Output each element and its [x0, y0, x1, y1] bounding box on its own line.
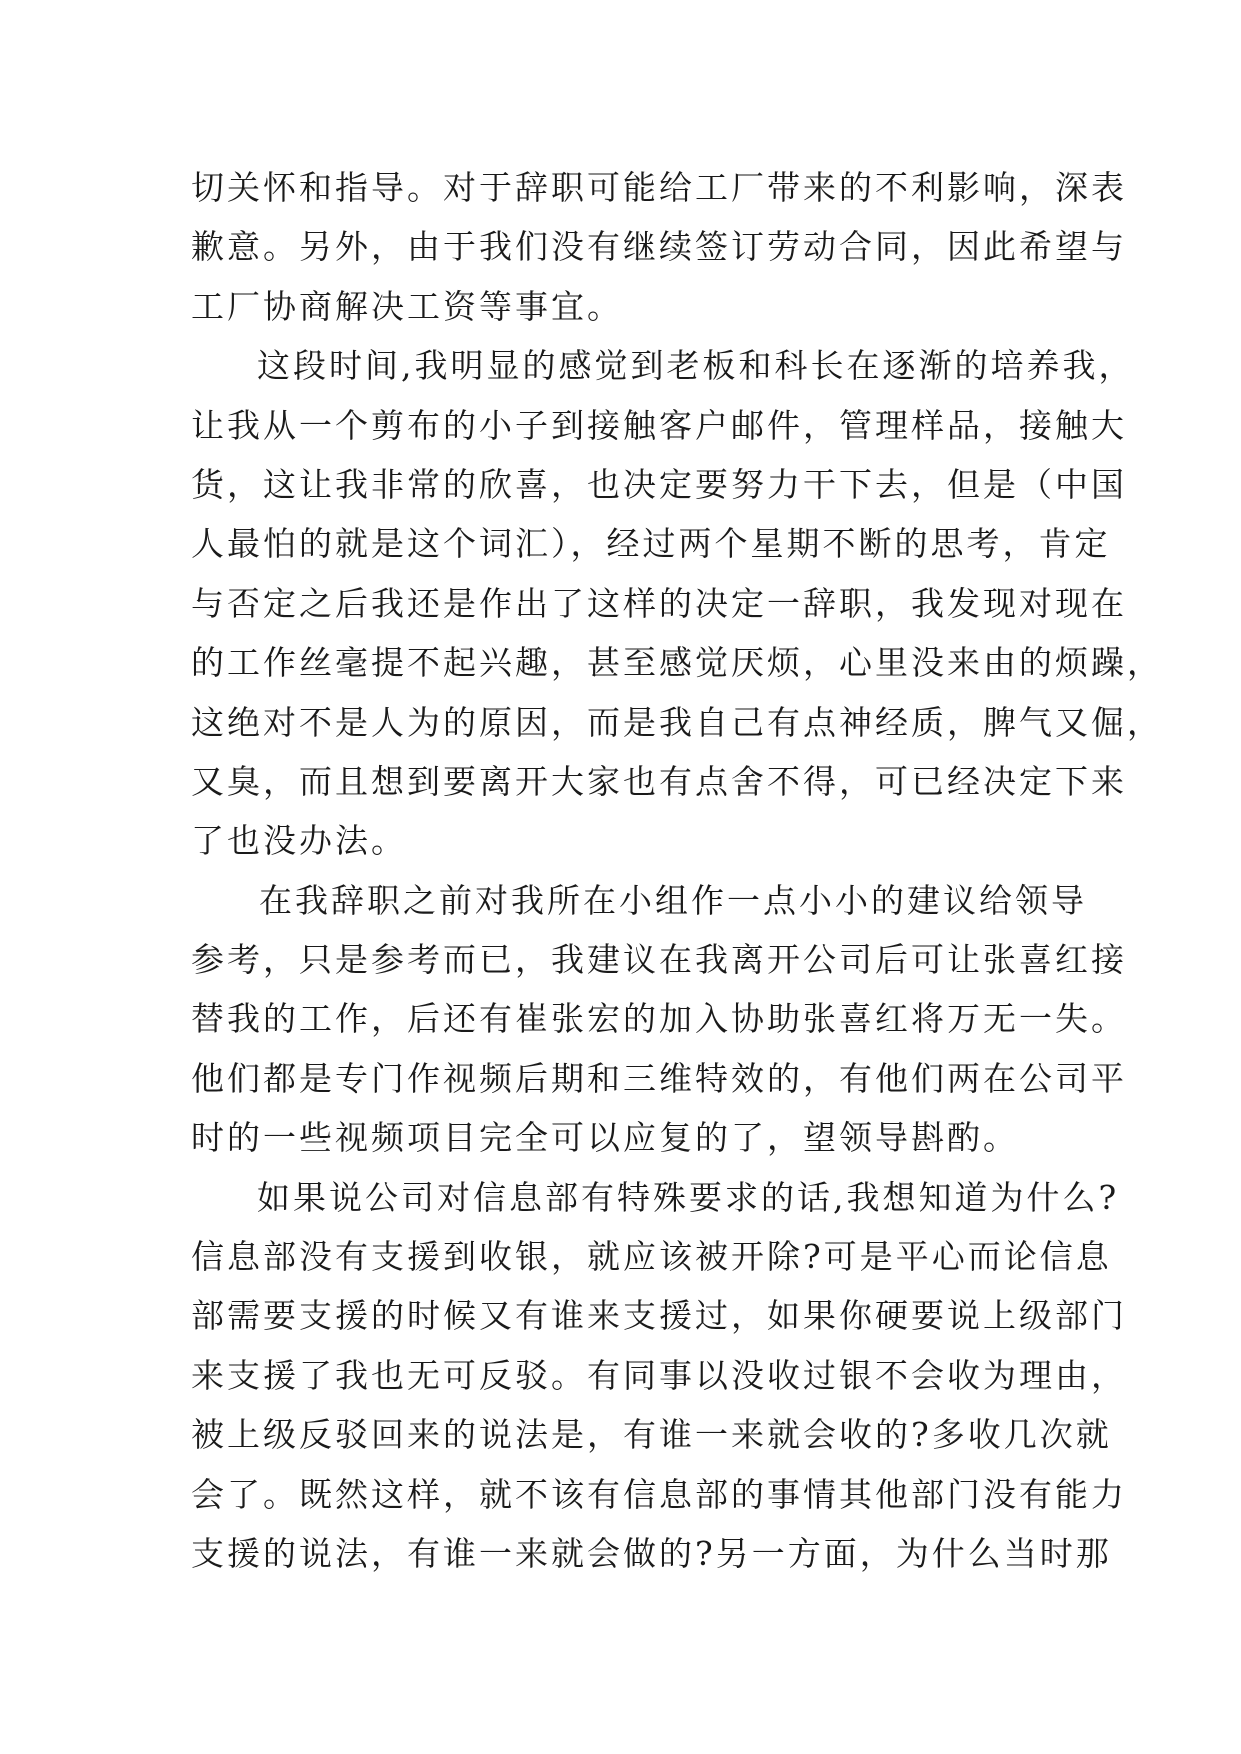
text-line: 支援的说法，有谁一来就会做的?另一方面，为什么当时那	[191, 1533, 1112, 1573]
text-line: 被上级反驳回来的说法是，有谁一来就会收的?多收几次就	[191, 1415, 1112, 1455]
paragraph-start-line: 在我辞职之前对我所在小组作一点小小的建议给领导	[259, 880, 1087, 920]
text-line: 的工作丝毫提不起兴趣，甚至感觉厌烦，心里没来由的烦躁，	[191, 643, 1163, 683]
text-line: 与否定之后我还是作出了这样的决定一辞职，我发现对现在	[191, 583, 1127, 623]
text-line: 这绝对不是人为的原因，而是我自己有点神经质，脾气又倔，	[191, 702, 1163, 742]
text-line: 参考，只是参考而已，我建议在我离开公司后可让张喜红接	[191, 940, 1127, 980]
text-line: 货，这让我非常的欣喜，也决定要努力干下去，但是（中国	[191, 464, 1127, 504]
text-line: 他们都是专门作视频后期和三维特效的，有他们两在公司平	[191, 1058, 1127, 1098]
text-line: 时的一些视频项目完全可以应复的了，望领导斟酌。	[191, 1118, 1019, 1158]
text-line: 来支援了我也无可反驳。有同事以没收过银不会收为理由，	[191, 1355, 1127, 1395]
text-line: 了也没办法。	[191, 821, 407, 861]
text-line: 工厂协商解决工资等事宜。	[191, 286, 623, 326]
paragraph-start-line: 这段时间,我明显的感觉到老板和科长在逐渐的培养我，	[257, 346, 1135, 386]
text-line: 切关怀和指导。对于辞职可能给工厂带来的不利影响，深表	[191, 168, 1127, 207]
text-line: 信息部没有支援到收银，就应该被开除?可是平心而论信息	[191, 1237, 1112, 1277]
text-line: 歉意。另外，由于我们没有继续签订劳动合同，因此希望与	[191, 227, 1127, 267]
paragraph-start-line: 如果说公司对信息部有特殊要求的话,我想知道为什么?	[257, 1177, 1120, 1217]
body-text	[191, 158, 1163, 1583]
text-line: 部需要支援的时候又有谁来支援过，如果你硬要说上级部门	[191, 1296, 1127, 1336]
text-line: 又臭，而且想到要离开大家也有点舍不得，可已经决定下来	[191, 761, 1127, 801]
text-line: 人最怕的就是这个词汇），经过两个星期不断的思考，肯定	[191, 524, 1111, 564]
text-line: 替我的工作，后还有崔张宏的加入协助张喜红将万无一失。	[191, 999, 1127, 1039]
text-line: 会了。既然这样，就不该有信息部的事情其他部门没有能力	[191, 1474, 1127, 1514]
text-line: 让我从一个剪布的小子到接触客户邮件，管理样品，接触大	[191, 405, 1127, 445]
